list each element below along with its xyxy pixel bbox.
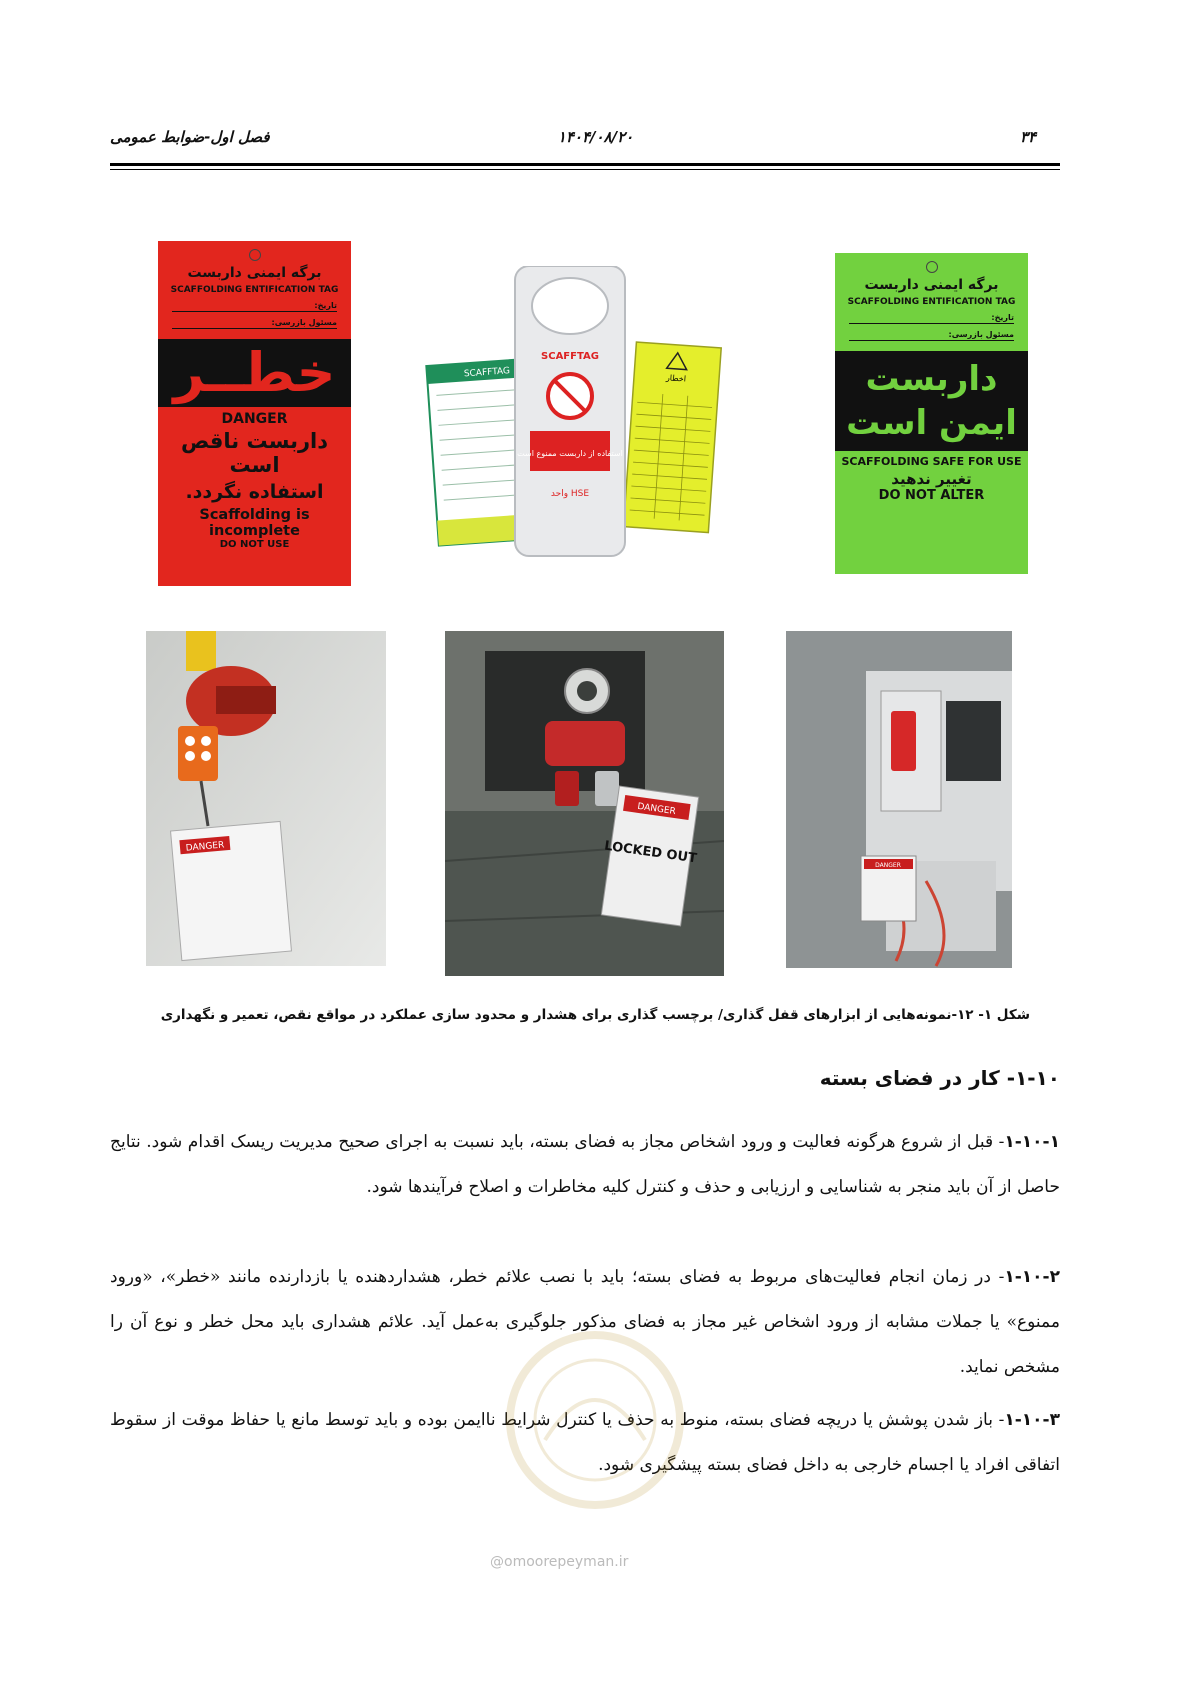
chapter-title: فصل اول-ضوابط عمومی <box>110 128 270 146</box>
photo2-tag-text: LOCKED OUT <box>603 838 698 867</box>
tag-date-line: تاریخ: <box>849 313 1014 324</box>
tag-line-en: Scaffolding is incomplete <box>199 507 310 539</box>
tag-safe-band <box>835 351 1028 451</box>
paragraph-text: - قبل از شروع هرگونه فعالیت و ورود اشخاص مجاز به فضای بسته، باید نسبت به اجرای صحیح مدیریت ریسک اقدام شود. نتایج حاصل از آن باید منجر به شناسایی و ارزیابی و حذف و کنترل کلیه مخاطرات و اصلاح فرآیندها شود. <box>110 1132 1060 1197</box>
tag-warning-band: خطــر <box>158 339 351 407</box>
yellow-card-title: اخطار <box>665 373 687 384</box>
green-card-title: SCAFFTAG <box>463 366 511 380</box>
page-number: ۳۴ <box>1020 128 1037 146</box>
watermark-text: @omoorepeyman.ir <box>490 1554 629 1570</box>
tag-title-en: SCAFFOLDING ENTIFICATION TAG <box>847 297 1016 307</box>
paragraph-number: ۱-۱۰-۳ <box>1004 1410 1060 1430</box>
tag-do-not-alter: DO NOT ALTER <box>878 488 985 503</box>
tag-hole <box>249 249 261 261</box>
header-rule-thin <box>110 169 1060 170</box>
tag-do-not-use: DO NOT USE <box>219 539 290 550</box>
tag-no-change: تغییر ندهید <box>891 470 972 488</box>
photo3-tag-label: DANGER <box>875 862 901 869</box>
tag-danger-en: DANGER <box>221 411 288 427</box>
watermark-seal <box>495 1320 695 1550</box>
photo1-tag-label: DANGER <box>185 840 225 854</box>
green-scaffold-tag <box>835 253 1028 574</box>
tag-title-en: SCAFFOLDING ENTIFICATION TAG <box>170 285 339 295</box>
figure-caption: شکل ۱- ۱۲-نمونه‌هایی از ابزارهای قفل گذاری/ برچسب گذاری برای هشدار و محدود سازی عملکرد در مواقع نقص، تعمیر و نگهداری <box>160 1007 1030 1023</box>
photo2-tag-label: DANGER <box>636 801 677 818</box>
red-scaffold-tag <box>158 241 351 586</box>
section-heading: ۱-۱۰- کار در فضای بسته <box>819 1066 1060 1090</box>
tag-title-fa: برگه ایمنی داربست <box>187 265 322 281</box>
paragraph-number: ۱-۱۰-۲ <box>1004 1267 1060 1287</box>
paragraph-1 <box>110 1120 1060 1210</box>
tag-line1: داربست ناقص است <box>180 429 329 477</box>
tag-band-line1: داربست <box>865 359 998 399</box>
holder-brand: SCAFFTAG <box>541 351 599 362</box>
holder-unit: واحد HSE <box>550 489 590 499</box>
header-rule-thick <box>110 163 1060 166</box>
photo-panel-lockout <box>445 631 724 976</box>
paragraph-number: ۱-۱۰-۱ <box>1004 1132 1060 1152</box>
header-date: ۱۴۰۴/۰۸/۲۰ <box>557 128 634 146</box>
tag-line2: استفاده نگردد. <box>185 481 324 503</box>
photo-breaker-lockout <box>786 631 1012 968</box>
holder-stop-text: استفاده از داربست ممنوع است <box>517 449 623 458</box>
paragraph-text: - باز شدن پوشش یا دریچه فضای بسته، منوط به حذف یا کنترل شرایط ناایمن بوده و باید توسط مانع یا حفاظ موقت از سقوط اتفاقی افراد یا اجسام خارجی به داخل فضای بسته پیشگیری شود. <box>110 1410 1060 1475</box>
tag-hole <box>926 261 938 273</box>
paragraph-text: - در زمان انجام فعالیت‌های مربوط به فضای بسته؛ باید با نصب علائم خطر، هشداردهنده یا بازدارنده مانند «خطر»، «ورود ممنوع» یا جملات مشابه از ورود اشخاص غیر مجاز به فضای مذکور جلوگیری به‌عمل آید. علائم هشداری باید محل خطر و نوع آن را مشخص نماید. <box>110 1267 1060 1377</box>
photo-valve-lockout <box>146 631 386 966</box>
scafftag-holder-illustration <box>420 266 760 566</box>
tag-safe-en: SCAFFOLDING SAFE FOR USE <box>841 455 1022 468</box>
tag-date-line: تاریخ: <box>172 301 337 312</box>
tag-inspector-line: مسئول بازرسی: <box>849 330 1014 341</box>
tag-band-line2: ایمن است <box>846 403 1017 443</box>
tag-title-fa: برگه ایمنی داربست <box>864 277 999 293</box>
tag-inspector-line: مسئول بازرسی: <box>172 318 337 329</box>
